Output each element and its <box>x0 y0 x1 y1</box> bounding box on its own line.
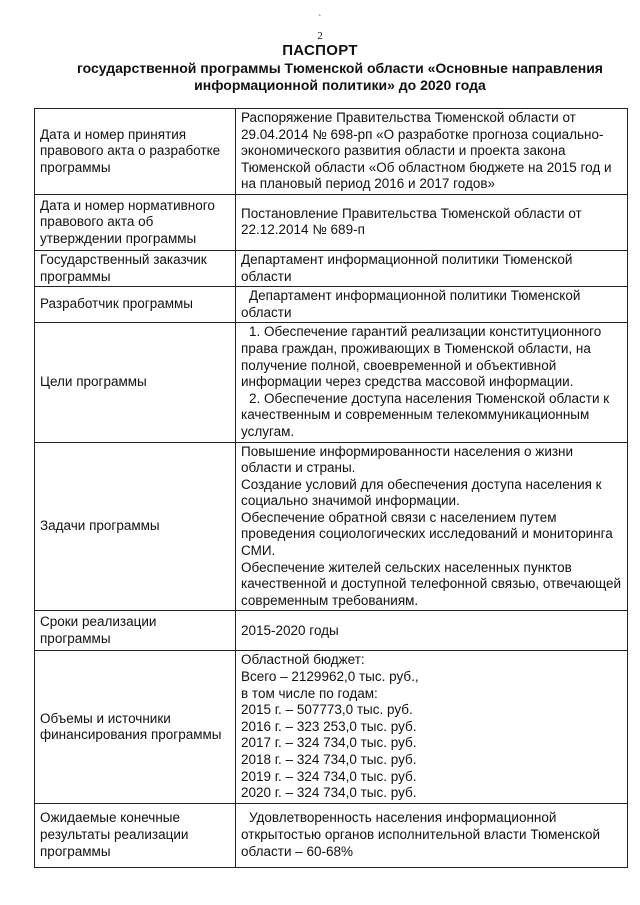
row-label-legal-act-date: Дата и номер принятия правового акта о разработке программы <box>35 109 236 195</box>
page-subtitle <box>40 60 640 94</box>
funding-line: в том числе по годам: <box>241 685 378 701</box>
subtitle-line-2: информационной политики» до 2020 года <box>194 77 486 93</box>
scan-mark: ` <box>318 14 322 25</box>
row-value-legal-act-date <box>236 109 628 195</box>
funding-line: Областной бюджет: <box>241 652 365 668</box>
table-row <box>35 250 628 286</box>
funding-line: 2016 г. – 323 253,0 тыс. руб. <box>241 718 417 734</box>
row-label-customer: Государственный заказчик программы <box>35 250 236 286</box>
value-paragraph: Постановление Правительства Тюменской области от 22.12.2014 № 689-п <box>241 205 582 238</box>
row-value-timeline <box>236 611 628 651</box>
page-title: ПАСПОРТ <box>282 42 358 59</box>
value-paragraph: Распоряжение Правительства Тюменской области от 29.04.2014 № 698-рп «О разработке прогноза социально-экономического развития области и проекта закона Тюменской области «Об областном бюджете на 2015 год и на плановый период 2016 и 2017 годов» <box>241 110 612 192</box>
funding-line: 2017 г. – 324 734,0 тыс. руб. <box>241 735 417 751</box>
row-value-developer <box>236 287 628 323</box>
task-item: Обеспечение обратной связи с населением путем проведения социологических исследований и мониторинга СМИ. <box>241 509 613 559</box>
funding-line: 2019 г. – 324 734,0 тыс. руб. <box>241 768 417 784</box>
row-label-funding: Объемы и источники финансирования программы <box>35 651 236 803</box>
table-row <box>35 194 628 250</box>
row-label-approval-act: Дата и номер нормативного правового акта об утверждении программы <box>35 194 236 250</box>
row-value-tasks <box>236 442 628 611</box>
value-paragraph: Удовлетворенность населения информационной открытостью органов исполнительной власти Тюменской области – 60-68% <box>241 810 601 859</box>
table-row <box>35 442 628 611</box>
table-row <box>35 323 628 442</box>
page-number: 2 <box>317 30 323 42</box>
table-row <box>35 287 628 323</box>
value-paragraph: Департамент информационной политики Тюменской области <box>241 251 573 284</box>
row-value-customer <box>236 250 628 286</box>
funding-line: 2020 г. – 324 734,0 тыс. руб. <box>241 785 417 801</box>
row-label-timeline: Сроки реализации программы <box>35 611 236 651</box>
goal-item: 1. Обеспечение гарантий реализации конституционного права граждан, проживающих в Тюменской области, на получение полной, своевременной и объективной информации через средства массовой информации. <box>241 324 602 390</box>
row-value-approval-act <box>236 194 628 250</box>
value-paragraph: 2015-2020 годы <box>241 622 339 638</box>
funding-line: Всего – 2129962,0 тыс. руб., <box>241 669 419 685</box>
funding-line: 2018 г. – 324 734,0 тыс. руб. <box>241 752 417 767</box>
task-item: Создание условий для обеспечения доступа населения к социально значимой информации. <box>241 476 602 509</box>
task-item: Обеспечение жителей сельских населенных пунктов качественной и доступной телефонной связью, отвечающей современным требованиям. <box>241 559 622 608</box>
subtitle-line-1: государственной программы Тюменской области «Основные направления <box>77 60 603 76</box>
row-label-goals: Цели программы <box>35 323 236 442</box>
row-label-developer: Разработчик программы <box>35 287 236 323</box>
task-item: Повышение информированности населения о жизни области и страны. <box>241 443 574 476</box>
table-row <box>35 109 628 195</box>
row-value-expected-results <box>236 803 628 867</box>
goal-item: 2. Обеспечение доступа населения Тюменской области к качественным и современным телекоммуникационным услугам. <box>241 390 610 439</box>
row-value-goals <box>236 323 628 442</box>
table-row <box>35 611 628 651</box>
row-label-tasks: Задачи программы <box>35 442 236 611</box>
value-paragraph: Департамент информационной политики Тюменской области <box>241 288 581 320</box>
passport-table <box>34 108 628 868</box>
table-row <box>35 803 628 867</box>
funding-line: 2015 г. – 507773,0 тыс. руб. <box>241 702 413 718</box>
table-row <box>35 651 628 803</box>
row-value-funding <box>236 651 628 803</box>
row-label-expected-results: Ожидаемые конечные результаты реализации программы <box>35 803 236 867</box>
